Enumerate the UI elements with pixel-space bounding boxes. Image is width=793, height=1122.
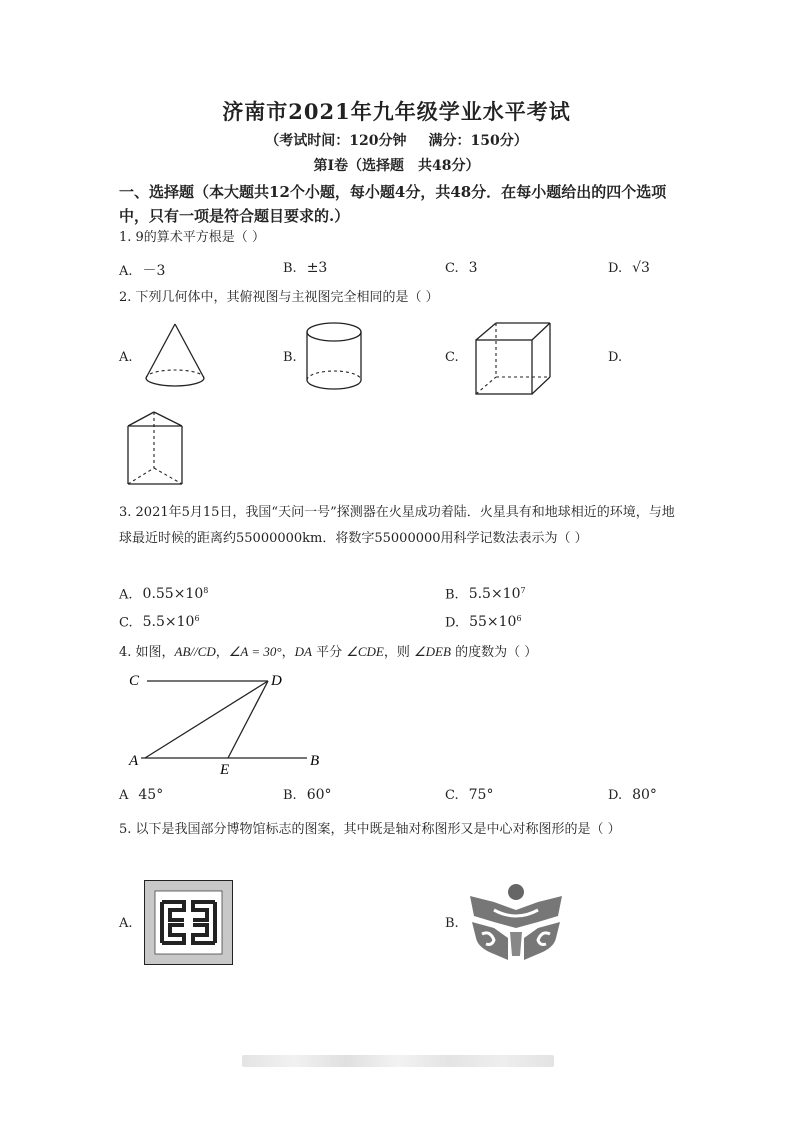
q3-option-c: C. $5.5\times 10^6$: [119, 614, 200, 631]
q2-option-c-label: C.: [445, 350, 459, 365]
triangular-prism-figure: [122, 408, 192, 488]
q3-option-a: A. $0.55\times 10^8$: [119, 586, 209, 603]
q1-stem: 1. 9的算术平方根是（ ）: [119, 230, 265, 245]
label-c: C: [129, 673, 140, 689]
cylinder-figure: [300, 318, 370, 392]
q4-option-c: C. 75°: [445, 787, 494, 803]
figure-logo-image: [464, 882, 568, 964]
q5-option-b-label: B.: [445, 916, 459, 931]
cone-figure: [140, 320, 210, 392]
q4-stem: 4. 如图，AB//CD，∠A = 30°，DA 平分 ∠CDE，则 ∠DEB 的度数为（ ）: [119, 644, 538, 660]
q4-option-a: A 45°: [119, 787, 164, 803]
q2-option-d-label: D.: [608, 350, 623, 365]
q2-option-a-label: A.: [119, 350, 133, 365]
q4-option-d: D. 80°: [608, 787, 657, 803]
q1-option-d: D. √3: [608, 260, 650, 276]
label-e: E: [220, 762, 230, 778]
q2-option-b-label: B.: [283, 350, 297, 365]
exam-info: [0, 130, 793, 150]
cube-figure: [470, 318, 556, 398]
q5-stem: 5. 以下是我国部分博物馆标志的图案，其中既是轴对称图形又是中心对称图形的是（ ）: [119, 822, 621, 837]
q3-option-d: D. $55\times 10^6$: [445, 614, 522, 631]
footer-blur: [242, 1055, 554, 1067]
page-title: 济南市2021年九年级学业水平考试: [222, 99, 571, 124]
q5-option-a-label: A.: [119, 916, 133, 931]
label-a: A: [129, 753, 139, 769]
q2-stem: 2. 下列几何体中，其俯视图与主视图完全相同的是（ ）: [119, 290, 439, 305]
q1-option-b: B. ±3: [283, 260, 328, 276]
label-b: B: [310, 753, 320, 769]
label-d: D: [271, 673, 282, 689]
parallel-lines-figure: [125, 668, 335, 780]
q4-option-b: B. 60°: [283, 787, 332, 803]
q3-option-b: B. $5.5\times 10^7$: [445, 586, 526, 603]
exam-time: （考试时间：120分钟: [265, 133, 407, 149]
exam-score: 满分：150分）: [428, 133, 528, 149]
q3-stem: 3. 2021年5月15日，我国“天问一号”探测器在火星成功着陆．火星具有和地球相近的环境，与地球最近时候的距离约55000000km．将数字55000000用科学记数法表示为（ ）: [119, 505, 675, 546]
q1-option-c: C. 3: [445, 260, 478, 276]
part-heading: 第Ⅰ卷（选择题 共48分）: [313, 158, 480, 174]
maze-logo-image: [144, 880, 234, 966]
q1-option-a: A. －3: [119, 263, 166, 279]
section-heading: 一、选择题（本大题共12个小题，每小题4分，共48分．在每小题给出的四个选项中，只有一项是符合题目要求的.）: [119, 183, 667, 225]
